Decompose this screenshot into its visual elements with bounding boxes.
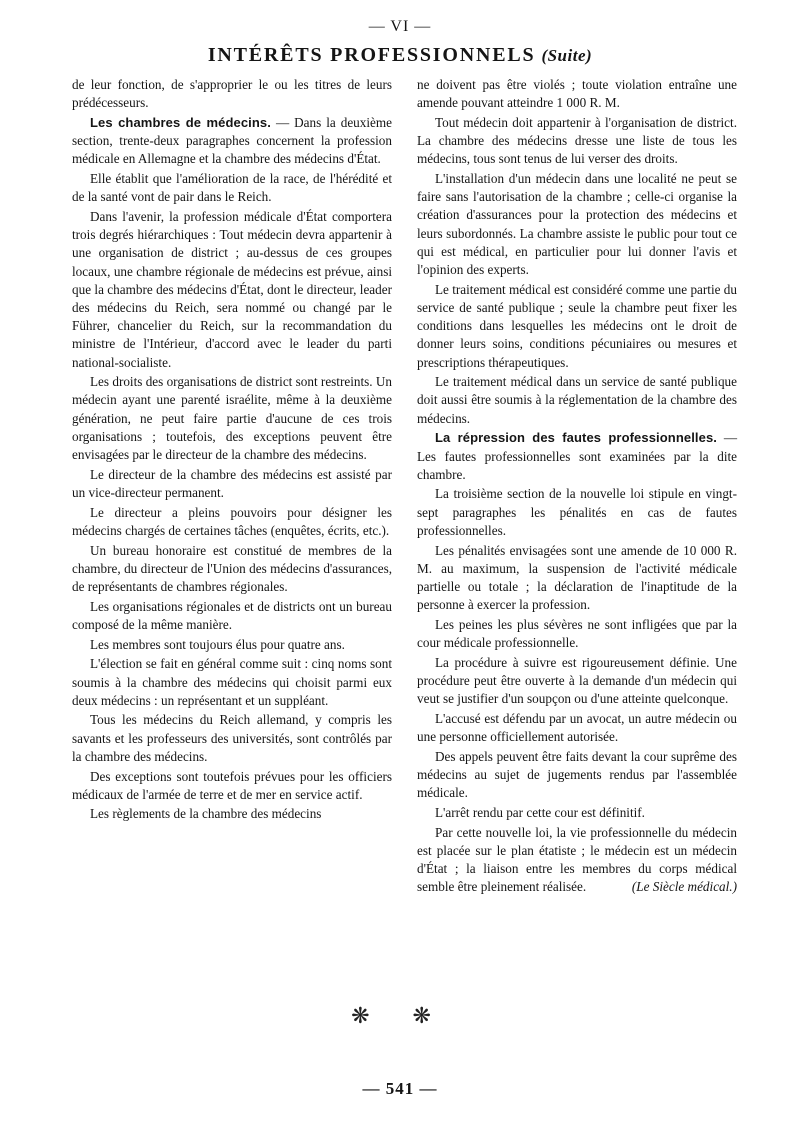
paragraph-text: Le traitement médical dans un service de santé publique doit aussi être soumis à la réglementation de la chambre des médecins. (417, 374, 737, 426)
paragraph-text: Des appels peuvent être faits devant la cour suprême des médecins au sujet de jugements rendus par l'assemblée médicale. (417, 748, 737, 801)
paragraph (72, 711, 392, 766)
paragraph (417, 616, 737, 652)
paragraph (417, 710, 737, 746)
paragraph (417, 429, 737, 484)
paragraph-text: Les organisations régionales et de districts ont un bureau composé de la même manière. (72, 598, 392, 632)
paragraph-text: Le traitement médical est considéré comme une partie du service de santé publique ; seule la chambre peut fixer les conditions dans lesquelles les médecins ont le droit de donner leurs soins, conditions pécuniaires ou mesures et prescriptions thérapeutiques. (417, 281, 737, 370)
running-head (0, 44, 800, 67)
paragraph (72, 466, 392, 502)
paragraph-text: de leur fonction, de s'approprier le ou les titres de leurs prédécesseurs. (72, 77, 392, 111)
paragraph-text: — Dans la deuxième section, trente-deux paragraphes concernent la profession médicale en Allemagne et la chambre des médecins d'État. (72, 114, 392, 167)
paragraph-text: L'accusé est défendu par un avocat, un autre médecin ou une personne officiellement autorisée. (417, 710, 737, 745)
paragraph-text: Les règlements de la chambre des médecins (90, 806, 322, 822)
paragraph (72, 542, 392, 597)
text-columns (69, 76, 737, 981)
paragraph (72, 768, 392, 804)
paragraph (72, 805, 392, 823)
right-column (417, 76, 737, 898)
paragraph (417, 281, 737, 372)
section-heading: INTÉRÊTS PROFESSIONNELS (207, 44, 536, 66)
paragraph (417, 824, 737, 897)
paragraph-text: Le directeur de la chambre des médecins est assisté par un vice-directeur permanent. (72, 466, 392, 500)
paragraph (417, 542, 737, 615)
paragraph-text: Par cette nouvelle loi, la vie professionnelle du médecin est placée sur le plan étatiste ; le médecin est un médecin d'État ; la liaison entre les membres du corps médical semble être pleinement réalisée. (417, 824, 737, 895)
paragraph-text: La troisième section de la nouvelle loi stipule en vingt-sept paragraphes les pénalités en cas de fautes professionnelles. (417, 486, 737, 538)
paragraph (417, 485, 737, 540)
paragraph (72, 636, 392, 654)
source-citation: (Le Siècle médical.) (631, 879, 737, 895)
paragraph-text: ne doivent pas être violés ; toute violation entraîne une amende pouvant atteindre 1 000 R. M. (417, 77, 737, 111)
paragraph (72, 208, 392, 372)
paragraph-text: Les peines les plus sévères ne sont infligées que par la cour médicale professionnelle. (417, 616, 737, 651)
paragraph-text: Un bureau honoraire est constitué de membres de la chambre, du directeur de l'Union des médecins d'assurances, de représentants de chambres régionales. (72, 542, 392, 594)
paragraph-text: L'installation d'un médecin dans une localité ne peut se faire sans l'autorisation de la chambre ; celle-ci organise la création d'assurances pour la protection des médecins et leurs subordonnés. La chambre assiste le public pour tout ce qui est médical, en particulier pour lui donner l'avis et l'opinion des experts. (417, 171, 737, 278)
paragraph (72, 373, 392, 464)
paragraph-text: Les droits des organisations de district sont restreints. Un médecin ayant une parenté israélite, même à la deuxième génération, ne peut faire partie d'aucune de ces trois organisations ; toutefois, des exceptions peuvent être envisagées par le directeur de la chambre des médecins. (72, 374, 392, 463)
paragraph-text: L'élection se fait en général comme suit : cinq noms sont soumis à la chambre des médecins qui choisit parmi eux deux médecins : un représentant et un suppléant. (72, 656, 392, 708)
paragraph (417, 170, 737, 279)
paragraph (417, 373, 737, 428)
paragraph-text: — Les fautes professionnelles sont examinées par la dite chambre. (417, 430, 738, 482)
subsection-title: Les chambres de médecins. (90, 114, 271, 130)
paragraph (72, 598, 392, 634)
paragraph-text: Les pénalités envisagées sont une amende de 10 000 R. M. au maximum, la suspension de l'activité médicale partielle ou totale ; la déclaration de l'inaptitude de la personne à exercer la profession. (417, 542, 737, 613)
top-folio: — VI — (368, 18, 432, 35)
paragraph-text: L'arrêt rendu par cette cour est définitif. (435, 804, 645, 820)
paragraph (417, 76, 737, 112)
paragraph (72, 114, 392, 169)
paragraph-text: Dans l'avenir, la profession médicale d'État comportera trois degrés hiérarchiques : Tout médecin devra appartenir à une organisation de district ; au-dessus de ces groupes locaux, une chambre régionale de médecins est prévue, ainsi que la chambre des médecins d'État, dont le directeur, leader des médecins du Reich, sera nommé ou changé par le Führer, chancelier du Reich, sur la recommandation du ministre de l'Intérieur, d'accord avec le leader du parti national-socialiste. (72, 208, 392, 370)
paragraph-text: Des exceptions sont toutefois prévues pour les officiers médicaux de l'armée de terre et de mer en service actif. (72, 768, 392, 802)
paragraph-text: Elle établit que l'amélioration de la race, de l'hérédité et de la santé vont de pair dans le Reich. (72, 171, 392, 205)
paragraph (417, 748, 737, 803)
subsection-title: La répression des fautes professionnelles. (435, 430, 717, 446)
paragraph (417, 114, 737, 169)
paragraph (72, 76, 392, 112)
left-column (72, 76, 392, 825)
paragraph-text: Tous les médecins du Reich allemand, y compris les savants et les professeurs des universités, sont contrôlés par la chambre des médecins. (72, 712, 392, 764)
paragraph (72, 655, 392, 710)
paragraph (72, 504, 392, 540)
ornament-stars: ❋ ❋ (351, 1004, 449, 1029)
paragraph (72, 170, 392, 206)
paragraph-text: Le directeur a pleins pouvoirs pour désigner les médecins chargés de certaines tâches (enquêtes, écrits, etc.). (72, 504, 392, 538)
paragraph (417, 654, 737, 709)
page-number: — 541 — (362, 1079, 438, 1098)
paragraph (417, 804, 737, 822)
paragraph-text: Les membres sont toujours élus pour quatre ans. (90, 636, 345, 652)
paragraph-text: La procédure à suivre est rigoureusement définie. Une procédure peut être ouverte à la demande d'un médecin qui veut se justifier d'un soupçon ou d'une atteinte quelconque. (417, 654, 737, 707)
paragraph-text: Tout médecin doit appartenir à l'organisation de district. La chambre des médecins dresse une liste de tous les médecins, tous sont tenus de lui verser des droits. (417, 114, 737, 167)
suite-label: (Suite) (541, 46, 593, 65)
